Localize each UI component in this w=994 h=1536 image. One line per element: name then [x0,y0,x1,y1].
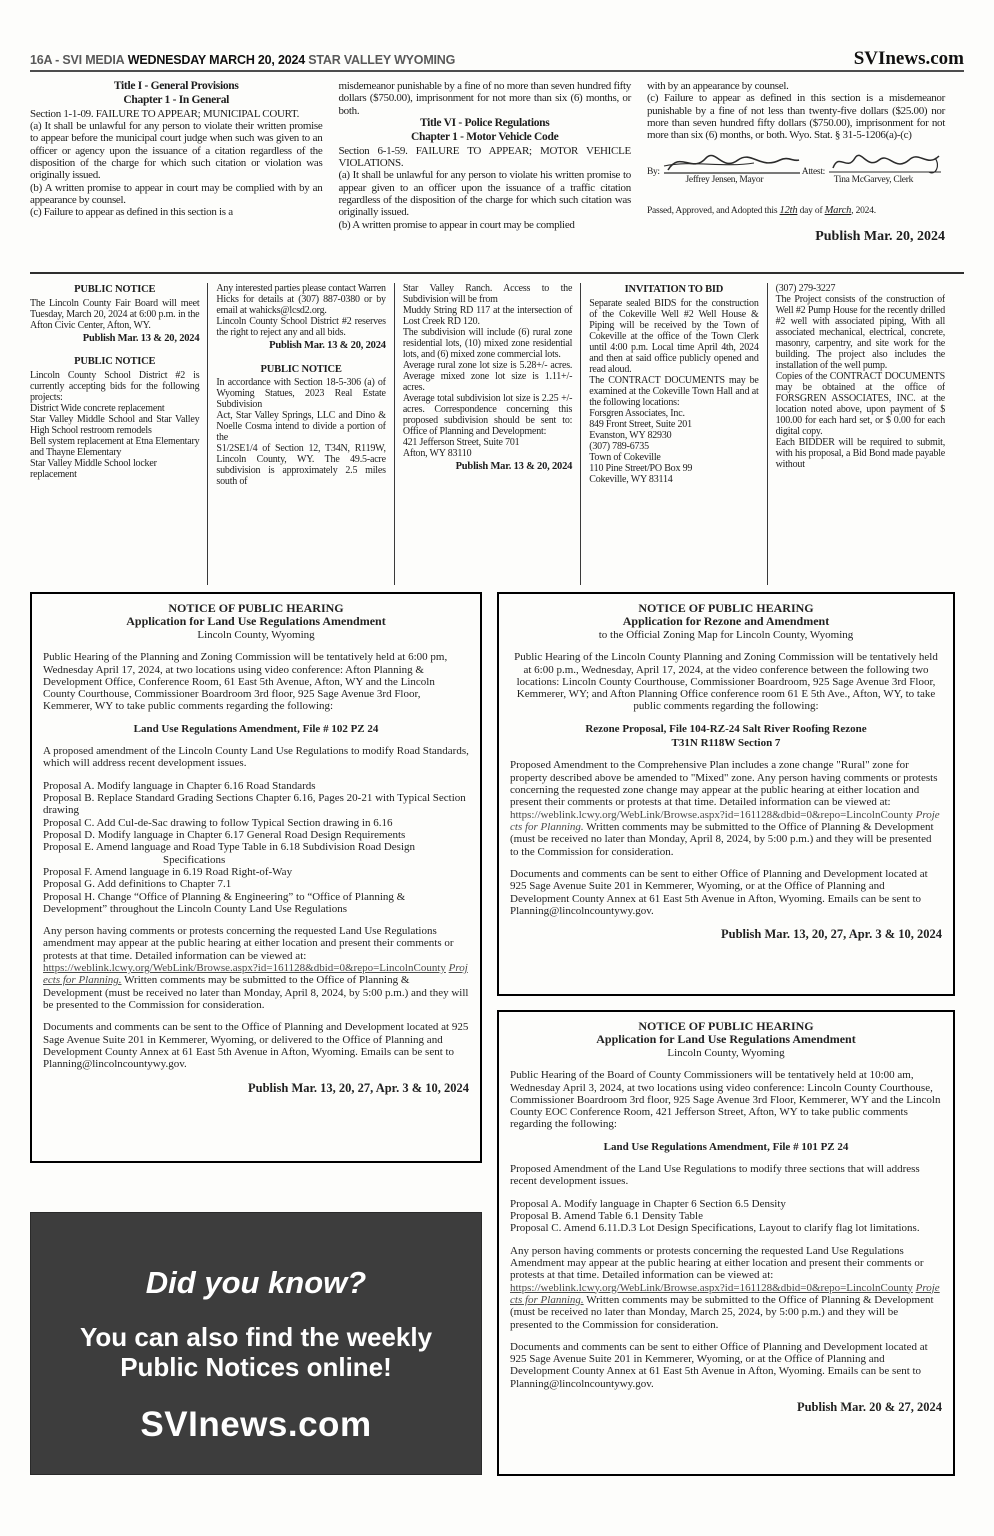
ordinance-paragraph: (a) It shall be unlawful for any person to violate their written promise to appear before the municipal court judge when such was given to an officer or agency upon the issuance of a citation regardless of the disposition of the charge for which such citation or violation was originally issued. [30,120,323,182]
section-divider-rule [30,272,964,274]
notice-paragraph: Copies of the CONTRACT DOCUMENTS may be obtained at the office of FORSGREN ASSOCIATES, INC. at the location noted above, upon payment of $ 100.00 for each hard set, or $ 0.00 for each digital copy. [775,371,946,437]
paragraph-continuation: Written comments may be submitted to the Office of Planning & Development (must be received no later than Monday, April 8, 2024, by 5:00 p.m.) and they will be presented to the Commission for consideration. [43,974,469,1011]
ordinance-title: Title VI - Police Regulations [419,116,550,129]
proposal-line: Proposal H. Change “Office of Planning & Engineering” to “Office of Planning & Development” throughout the Lincoln County Land Use Regulations [43,890,406,915]
notice-title: NOTICE OF PUBLIC HEARING [638,1019,814,1033]
notice-paragraph: Public Hearing of the Planning and Zoning Commission will be tentatively held at 6:00 pm, Wednesday April 17, 2024, at two locations using video conference: Afton Planning & Development Office, Conference Room, 61 East 5th Avenue, Afton, WY and the Lincoln County Courthouse, Commissioner Boardroom 3rd floor, 925 Sage Avenue 3rd Floor, Kemmerer, WY to take public comments regarding the following: [43,651,448,713]
file-heading-township: T31N R118W Section 7 [671,737,781,750]
proposal-line: Proposal E. Amend language and Road Type Table in 6.18 Subdivision Road Design [43,841,416,854]
notice-paragraph: 421 Jefferson Street, Suite 701 [402,437,520,448]
notice-paragraph: Evanston, WY 82930 [589,429,672,441]
notice-paragraph: Any interested parties please contact Warren Hicks for details at (307) 887-0380 or by email at wahicks@lcsd2.org. [216,283,386,316]
notice-paragraph: The Lincoln County Fair Board will meet Tuesday, March 20, 2024 at 6:00 p.m. in the Afton Civic Center, Afton, WY. [30,297,200,331]
ordinance-paragraph: with by an appearance by counsel. [646,80,789,92]
notice-paragraph: Cokeville, WY 83114 [589,473,673,485]
notice-subtitle: Application for Land Use Regulations Amendment [126,614,386,629]
proposal-line: Proposal D. Modify language in Chapter 6.17 General Road Design Requirements [43,828,406,841]
notice-paragraph: Any person having comments or protests concerning the requested Land Use Regulations amendment may appear at the public hearing at either location and present their comments or protests at that time. Detailed information can be viewed at: [43,925,454,962]
notice-title: INVITATION TO BID [624,284,724,295]
ad-site-link[interactable]: SVInews.com [140,1404,372,1444]
ad-text-line: Public Notices online! [120,1351,392,1382]
adoption-prefix: Passed, Approved, and Adopted this [646,206,778,217]
notice-paragraph: The Project consists of the construction of Well #2 Pump House for the recently drilled #2 well with associated piping, With all associated mechanical, electrical, concrete, masonry, carpentry, and site work for the building. The project also includes the installation of the well pump. [775,294,946,371]
notice-paragraph: Bell system replacement at Etna Elementary and Thayne Elementary [30,435,200,458]
notice-paragraph: Any person having comments or protests concerning the requested Land Use Regulations Amendment may appear at the public hearing at either location and present their comments or protests at that time. Detailed information can be viewed at: [510,1244,924,1282]
notice-paragraph: Proposed Amendment of the Land Use Regulations to modify three sections that will address recent development issues. [510,1163,920,1188]
notice-subtitle: Application for Rezone and Amendment [622,614,830,629]
ordinance-paragraph: (c) Failure to appear as defined in this section is a [30,206,233,219]
hearing-notice-land-use-101 [497,1010,955,1476]
notice-column-4 [580,283,766,585]
notice-paragraph: The subdivision will include (6) rural zone residential lots, (10) mixed zone residential lots, and (6) mixed zone commercial lots. [402,327,573,360]
signature-row [647,148,945,186]
ordinance-section [30,80,945,245]
ordinance-chapter-title: Chapter 1 - Motor Vehicle Code [410,130,559,143]
notice-paragraph: Average rural zone lot size is 5.28+/- acres. Average mixed zone lot size is 1.11+/- acres. [402,360,573,393]
notice-county-line: to the Official Zoning Map for Lincoln County, Wyoming [598,628,854,641]
ordinance-paragraph: misdemeanor punishable by a fine of no more than seven hundred fifty dollars ($750.00), imprisonment for not more than six (6) months, or both. [338,80,631,117]
notice-paragraph: Proposed Amendment to the Comprehensive Plan includes a zone change "Rural" zone for property described above be amended to "Mixed" zone. Any person having comments or protests concerning the requested zone change may appear at the public hearing at either location and present their comments or protests at that time. Detailed information can be viewed at: [510,759,938,809]
notice-paragraph: Documents and comments can be sent to either Office of Planning and Development located at 925 Sage Avenue Suite 201 in Kemmerer, Wyoming, or at the Office of Planning and Development County Annex at 61 East 5th Avenue in Afton, Wyoming. Emails can be sent to Planning@lincolncountywy.gov. [510,867,928,917]
notice-paragraph: Documents and comments can be sent to either Office of Planning and Development located at 925 Sage Avenue Suite 201 in Kemmerer, Wyoming, or at the Office of Planning and Development County Annex at 61 East 5th Avenue in Afton, Wyoming. Emails can be sent to Planning@lincolncountywy.gov. [510,1340,928,1390]
link-paragraph [43,962,469,1011]
notice-paragraph: 849 Front Street, Suite 201 [589,418,692,430]
notice-paragraph: Average total subdivision lot size is 2.25 +/- acres. Correspondence concerning this proposed subdivision should be sent to: Office of Planning and Development: [402,393,573,437]
public-notices-section [30,283,945,585]
notice-paragraph: Star Valley Ranch. Access to the Subdivision will be from [402,283,573,305]
notice-paragraph: S1/2SE1/4 of Section 12, T34N, R119W, Lincoln County, WY. The 49.5-acre subdivision is approximately 2.5 miles south of [216,443,386,488]
notice-paragraph: The CONTRACT DOCUMENTS may be examined at the Cokeville Town Hall and at the following locations: [589,374,759,408]
mayor-signature [662,148,802,178]
ordinance-title: Title I - General Provisions [113,80,239,92]
ordinance-paragraph: (c) Failure to appear as defined in this section is a misdemeanor punishable by a fine of not less than twenty-five dollars ($25.00) nor more than seven hundred fifty dollars ($750.00), imprisonment for not more than six (6) months, or both. Wyo. Stat. § 31-5-1206(a)-(c) [646,92,945,142]
notice-paragraph: Town of Cokeville [589,451,661,463]
publish-line: Publish Mar. 13 & 20, 2024 [455,461,573,472]
notice-title: PUBLIC NOTICE [260,363,342,375]
proposal-line: Proposal G. Add definitions to Chapter 7.1 [43,878,232,891]
notice-paragraph: Each BIDDER will be required to submit, with his proposal, a Bid Bond made payable without [775,437,946,470]
notice-column-3 [394,283,580,585]
weblink-url[interactable]: https://weblink.lcwy.org/WebLink/Browse.aspx?id=161128&dbid=0&repo=LincolnCounty [510,808,913,821]
notice-paragraph: Muddy String RD 117 at the intersection of Lost Creek RD 120. [402,305,573,327]
notice-paragraph: Act, Star Valley Springs, LLC and Dino & Noelle Cosma intend to divide a portion of the [216,410,386,444]
ordinance-chapter-title: Chapter 1 - In General [123,93,230,106]
edition-date: WEDNESDAY MARCH 20, 2024 [127,53,305,67]
notice-paragraph: Forsgren Associates, Inc. [589,407,685,419]
paragraph-continuation: Written comments may be submitted to the Office of Planning & Development (must be received no later than Monday, April 8, 2024, by 5:00 p.m.) and they will be presented to the Commission for consideration. [510,820,934,858]
page-header [30,48,964,70]
publish-line: Publish Mar. 13 & 20, 2024 [82,332,200,344]
link-paragraph [510,809,942,858]
header-left [30,53,455,67]
notice-paragraph: Lincoln County School District #2 is currently accepting bids for the following projects: [30,369,200,403]
notice-paragraph: Star Valley Middle School locker replacement [30,457,157,480]
ordinance-paragraph: Section 6-1-59. FAILURE TO APPEAR; MOTOR VEHICLE VIOLATIONS. [338,144,631,169]
notice-column-1 [30,283,207,585]
notice-paragraph: District Wide concrete replacement [30,402,165,414]
ordinance-column-3 [647,80,945,245]
page-label: 16A - SVI MEDIA [30,53,125,67]
paragraph-continuation: Written comments may be submitted to the Office of Planning & Development (must be received no later than Monday, March 25, 2024, by 5:00 p.m.) and they will be presented to the Commission for consideration. [510,1293,934,1331]
notice-paragraph: 110 Pine Street/PO Box 99 [589,462,693,474]
file-heading: Land Use Regulations Amendment, File # 102 PZ 24 [133,722,379,735]
notice-title: PUBLIC NOTICE [74,356,156,368]
notice-paragraph: Lincoln County School District #2 reserves the right to reject any and all bids. [216,316,386,338]
publish-line: Publish Mar. 13, 20, 27, Apr. 3 & 10, 2024 [248,1080,469,1095]
notice-paragraph: Public Hearing of the Lincoln County Planning and Zoning Commission will be tentatively held at 6:00 p.m., Wednesday, April 17, 2024, at the video conference between the following two locations: Lincoln County Courthouse, Commissioner Boardroom, 925 Sage Avenue 3rd Floor, Kemmerer, WY; and Afton Planning Office conference room 61 E 5th Ave., Afton, WY, to take public comments regarding the following: [514,651,938,713]
notice-paragraph: Public Hearing of the Board of County Commissioners will be tentatively held at 10:00 am, Wednesday April 3, 2024, at two locations using video conference: Lincoln County Courthouse, Commissioner Boardroom 3rd floor, 925 Sage Avenue 3rd Floor, Kemmerer, WY and the Lincoln County EOC Conference Room, 421 Jefferson Street, Afton, WY to take public comments regarding the following: [510,1069,941,1131]
publish-line: Publish Mar. 13, 20, 27, Apr. 3 & 10, 2024 [721,927,942,942]
proposal-line: Proposal C. Amend 6.11.D.3 Lot Design Specifications, Layout to clarify flag lot limitations. [510,1222,920,1235]
notice-paragraph: (307) 279-3227 [775,283,836,294]
mayor-signature-block [647,148,802,186]
publish-line: Publish Mar. 13 & 20, 2024 [269,340,386,351]
clerk-signature-block [802,148,945,186]
adoption-line [647,205,945,217]
proposal-line: Proposal C. Add Cul-de-Sac drawing to follow Typical Section drawing in 6.16 [43,816,393,829]
proposal-line: Proposal B. Replace Standard Grading Sections Chapter 6.16, Pages 20-21 with Typical Section drawing [43,792,466,817]
hearing-notice-rezone-104 [497,592,955,996]
ordinance-paragraph: (b) A written promise to appear in court may be complied [338,218,575,231]
notice-paragraph: Documents and comments can be sent to the Office of Planning and Development located at 925 Sage Avenue Suite 201 in Kemmerer, Wyoming, or delivered to the Office of Planning and Development County Annex at 61 East 5th Avenue in Afton, Wyoming. Emails can be sent to Planning@lincolncountywy.gov. [43,1021,469,1071]
ordinance-column-2 [338,80,630,245]
adoption-month-handwritten: March [824,205,852,217]
hearing-notice-land-use-102 [30,592,482,1163]
clerk-name: Tina McGarvey, Clerk [833,174,914,185]
public-notices-promo-ad [30,1212,482,1475]
notice-subtitle: Application for Land Use Regulations Amendment [596,1032,856,1047]
ad-text-line: You can also find the weekly [79,1322,433,1352]
publish-line: Publish Mar. 20, 2024 [815,228,945,244]
site-masthead: SVInews.com [853,48,964,69]
clerk-signature [827,148,945,178]
notice-paragraph: Afton, WY 83110 [402,448,472,459]
proposal-line: Proposal A. Modify language in Chapter 6.16 Road Standards [43,779,316,792]
notice-paragraph: In accordance with Section 18-5-306 (a) of Wyoming Statues, 2023 Real Estate Subdivision [216,377,386,411]
weblink-label[interactable]: Projects for Planning. [43,962,468,987]
weblink-label[interactable]: Projects for Planning. [510,1281,940,1306]
notice-title: NOTICE OF PUBLIC HEARING [638,601,814,615]
weblink-url[interactable]: https://weblink.lcwy.org/WebLink/Browse.aspx?id=161128&dbid=0&repo=LincolnCounty [43,962,446,975]
ordinance-paragraph: (a) It shall be unlawful for any person to violate his written promise to appear given to an officer upon the issuance of a traffic citation regardless of the disposition of the charge for which such citation was originally issued. [338,169,631,219]
notice-paragraph: (307) 789-6735 [589,440,649,452]
adoption-mid: day of [799,206,823,217]
mayor-name: Jeffrey Jensen, Mayor [685,174,764,185]
publish-line: Publish Mar. 20 & 27, 2024 [796,1400,942,1415]
notice-column-5 [767,283,945,585]
notice-county-line: Lincoln County, Wyoming [667,1046,785,1059]
header-rule [30,70,964,72]
notice-title: NOTICE OF PUBLIC HEARING [168,601,344,615]
attest-label: Attest: [801,166,825,177]
ordinance-column-1 [30,80,322,245]
by-label: By: [646,166,660,177]
notice-paragraph: A proposed amendment of the Lincoln County Land Use Regulations to modify Road Standards, which will address recent development issues. [43,745,469,770]
file-heading: Rezone Proposal, File 104-RZ-24 Salt River Roofing Rezone [585,722,867,735]
link-paragraph [510,1282,942,1331]
adoption-suffix: , 2024. [851,206,876,217]
region-label: STAR VALLEY WYOMING [308,53,456,67]
ad-headline: Did you know? [145,1265,367,1300]
ordinance-paragraph: Section 1-1-09. FAILURE TO APPEAR; MUNICIPAL COURT. [30,107,300,120]
adoption-day-handwritten: 12th [779,205,798,217]
file-heading: Land Use Regulations Amendment, File # 101 PZ 24 [603,1140,849,1153]
proposal-line: Proposal F. Amend language in 6.19 Road Right-of-Way [43,865,293,878]
notice-paragraph: Separate sealed BIDS for the construction of the Cokeville Well #2 Well House & Piping will be received by the Town of Cokeville at the office of the Town Clerk until 4:00 p.m. Local time April 4th, 2024 and then at said office publicly opened and read aloud. [589,297,759,375]
weblink-label[interactable]: Projects for Planning. [510,808,940,833]
proposal-continuation: Specifications [163,853,226,866]
notice-county-line: Lincoln County, Wyoming [197,628,315,641]
proposal-line: Proposal A. Modify language in Chapter 6 Section 6.5 Density [510,1197,786,1210]
ordinance-paragraph: (b) A written promise to appear in court may be complied with by an appearance by counsel. [30,181,323,206]
proposal-line: Proposal B. Amend Table 6.1 Density Table [510,1210,703,1222]
notice-column-2 [207,283,393,585]
weblink-url[interactable]: https://weblink.lcwy.org/WebLink/Browse.aspx?id=161128&dbid=0&repo=LincolnCounty [510,1281,913,1294]
notice-paragraph: Star Valley Middle School and Star Valley High School restroom remodels [30,413,200,436]
notice-title: PUBLIC NOTICE [74,284,156,295]
